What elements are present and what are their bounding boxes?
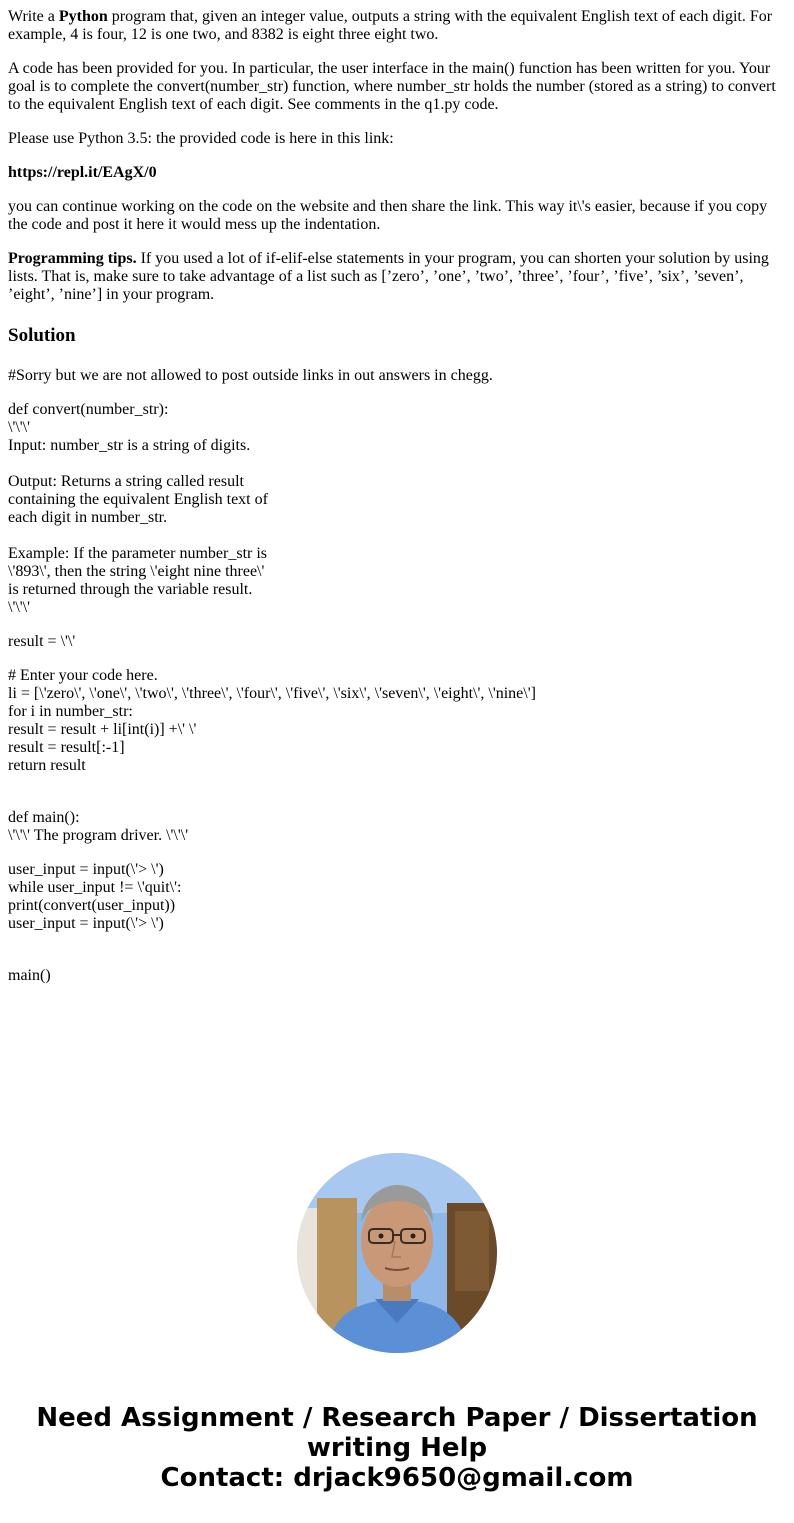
code-line: \'893\', then the string \'eight nine three\' — [8, 563, 265, 580]
code-line: \'\'\' — [8, 419, 30, 436]
code-line: # Enter your code here. — [8, 667, 158, 684]
code-line: return result — [8, 757, 86, 774]
document-body — [8, 8, 786, 1001]
code-line — [8, 527, 786, 545]
code-block — [8, 401, 786, 617]
code-line: li = [\'zero\', \'one\', \'two\', \'three\', \'four\', \'five\', \'six\', \'seven\', \'eight\', \'nine\'] — [8, 685, 536, 702]
code-block — [8, 809, 786, 845]
question-paragraph-1 — [8, 8, 786, 44]
code-line: def main(): — [8, 809, 80, 826]
code-line: print(convert(user_input)) — [8, 897, 176, 914]
text-segment: Write a — [8, 8, 59, 25]
code-line: Example: If the parameter number_str is — [8, 545, 268, 562]
footer-advertisement — [0, 1403, 794, 1493]
code-line: def convert(number_str): — [8, 401, 169, 418]
code-line: Input: number_str is a string of digits. — [8, 437, 251, 454]
code-line: \'\'\' — [8, 599, 30, 616]
question-paragraph-3: Please use Python 3.5: the provided code is here in this link: — [8, 130, 394, 147]
solution-heading: Solution — [8, 325, 76, 346]
code-line: result = result[:-1] — [8, 739, 125, 756]
repl-link[interactable] — [8, 164, 786, 182]
code-line: result = \'\' — [8, 633, 76, 650]
code-line: user_input = input(\'> \') — [8, 915, 164, 932]
repl-link-text[interactable]: https://repl.it/EAgX/0 — [8, 164, 157, 181]
tips-label: Programming tips. — [8, 250, 137, 267]
solution-note: #Sorry but we are not allowed to post outside links in out answers in chegg. — [8, 367, 493, 384]
author-portrait-image — [297, 1153, 497, 1353]
code-block — [8, 861, 786, 933]
question-paragraph-4: you can continue working on the code on the website and then share the link. This way it\'s easier, because if you copy the code and post it here it would mess up the indentation. — [8, 198, 768, 233]
author-avatar — [297, 1153, 497, 1353]
python-keyword: Python — [58, 8, 108, 25]
footer-line-1: Need Assignment / Research Paper / Dissertation — [36, 1403, 758, 1433]
code-line: for i in number_str: — [8, 703, 133, 720]
code-block — [8, 633, 786, 651]
tips-text: If you used a lot of if-elif-else statements in your program, you can shorten your solution by using lists. That is, make sure to take advantage of a list such as [’zero’, ’one’, ’two’, ’three’, ’four’, ’five’, ’six’, ’seven’, ’eight’, ’nine’] in your program. — [8, 250, 769, 303]
question-paragraph-2: A code has been provided for you. In particular, the user interface in the main() function has been written for you. Your goal is to complete the convert(number_str) function, where number_str holds the number (stored as a string) to convert to the equivalent English text of each digit. See comments in the q1.py code. — [8, 60, 776, 113]
main-call: main() — [8, 967, 51, 984]
code-line: while user_input != \'quit\': — [8, 879, 182, 896]
code-line: \'\'\' The program driver. \'\'\' — [8, 827, 189, 844]
code-line: Output: Returns a string called result — [8, 473, 244, 490]
code-line: result = result + li[int(i)] +\' \' — [8, 721, 197, 738]
text-segment: program that, given an integer value, outputs a string with the equivalent English text of each digit. For example, 4 is four, 12 is one two, and 8382 is eight three eight two. — [8, 8, 773, 43]
programming-tips — [8, 250, 786, 304]
code-line: is returned through the variable result. — [8, 581, 253, 598]
code-block — [8, 667, 786, 775]
footer-line-2: writing Help — [306, 1433, 488, 1463]
code-line: each digit in number_str. — [8, 509, 168, 526]
code-line — [8, 455, 786, 473]
code-line: user_input = input(\'> \') — [8, 861, 164, 878]
contact-email: Contact: drjack9650@gmail.com — [160, 1463, 634, 1493]
code-line: containing the equivalent English text of — [8, 491, 268, 508]
